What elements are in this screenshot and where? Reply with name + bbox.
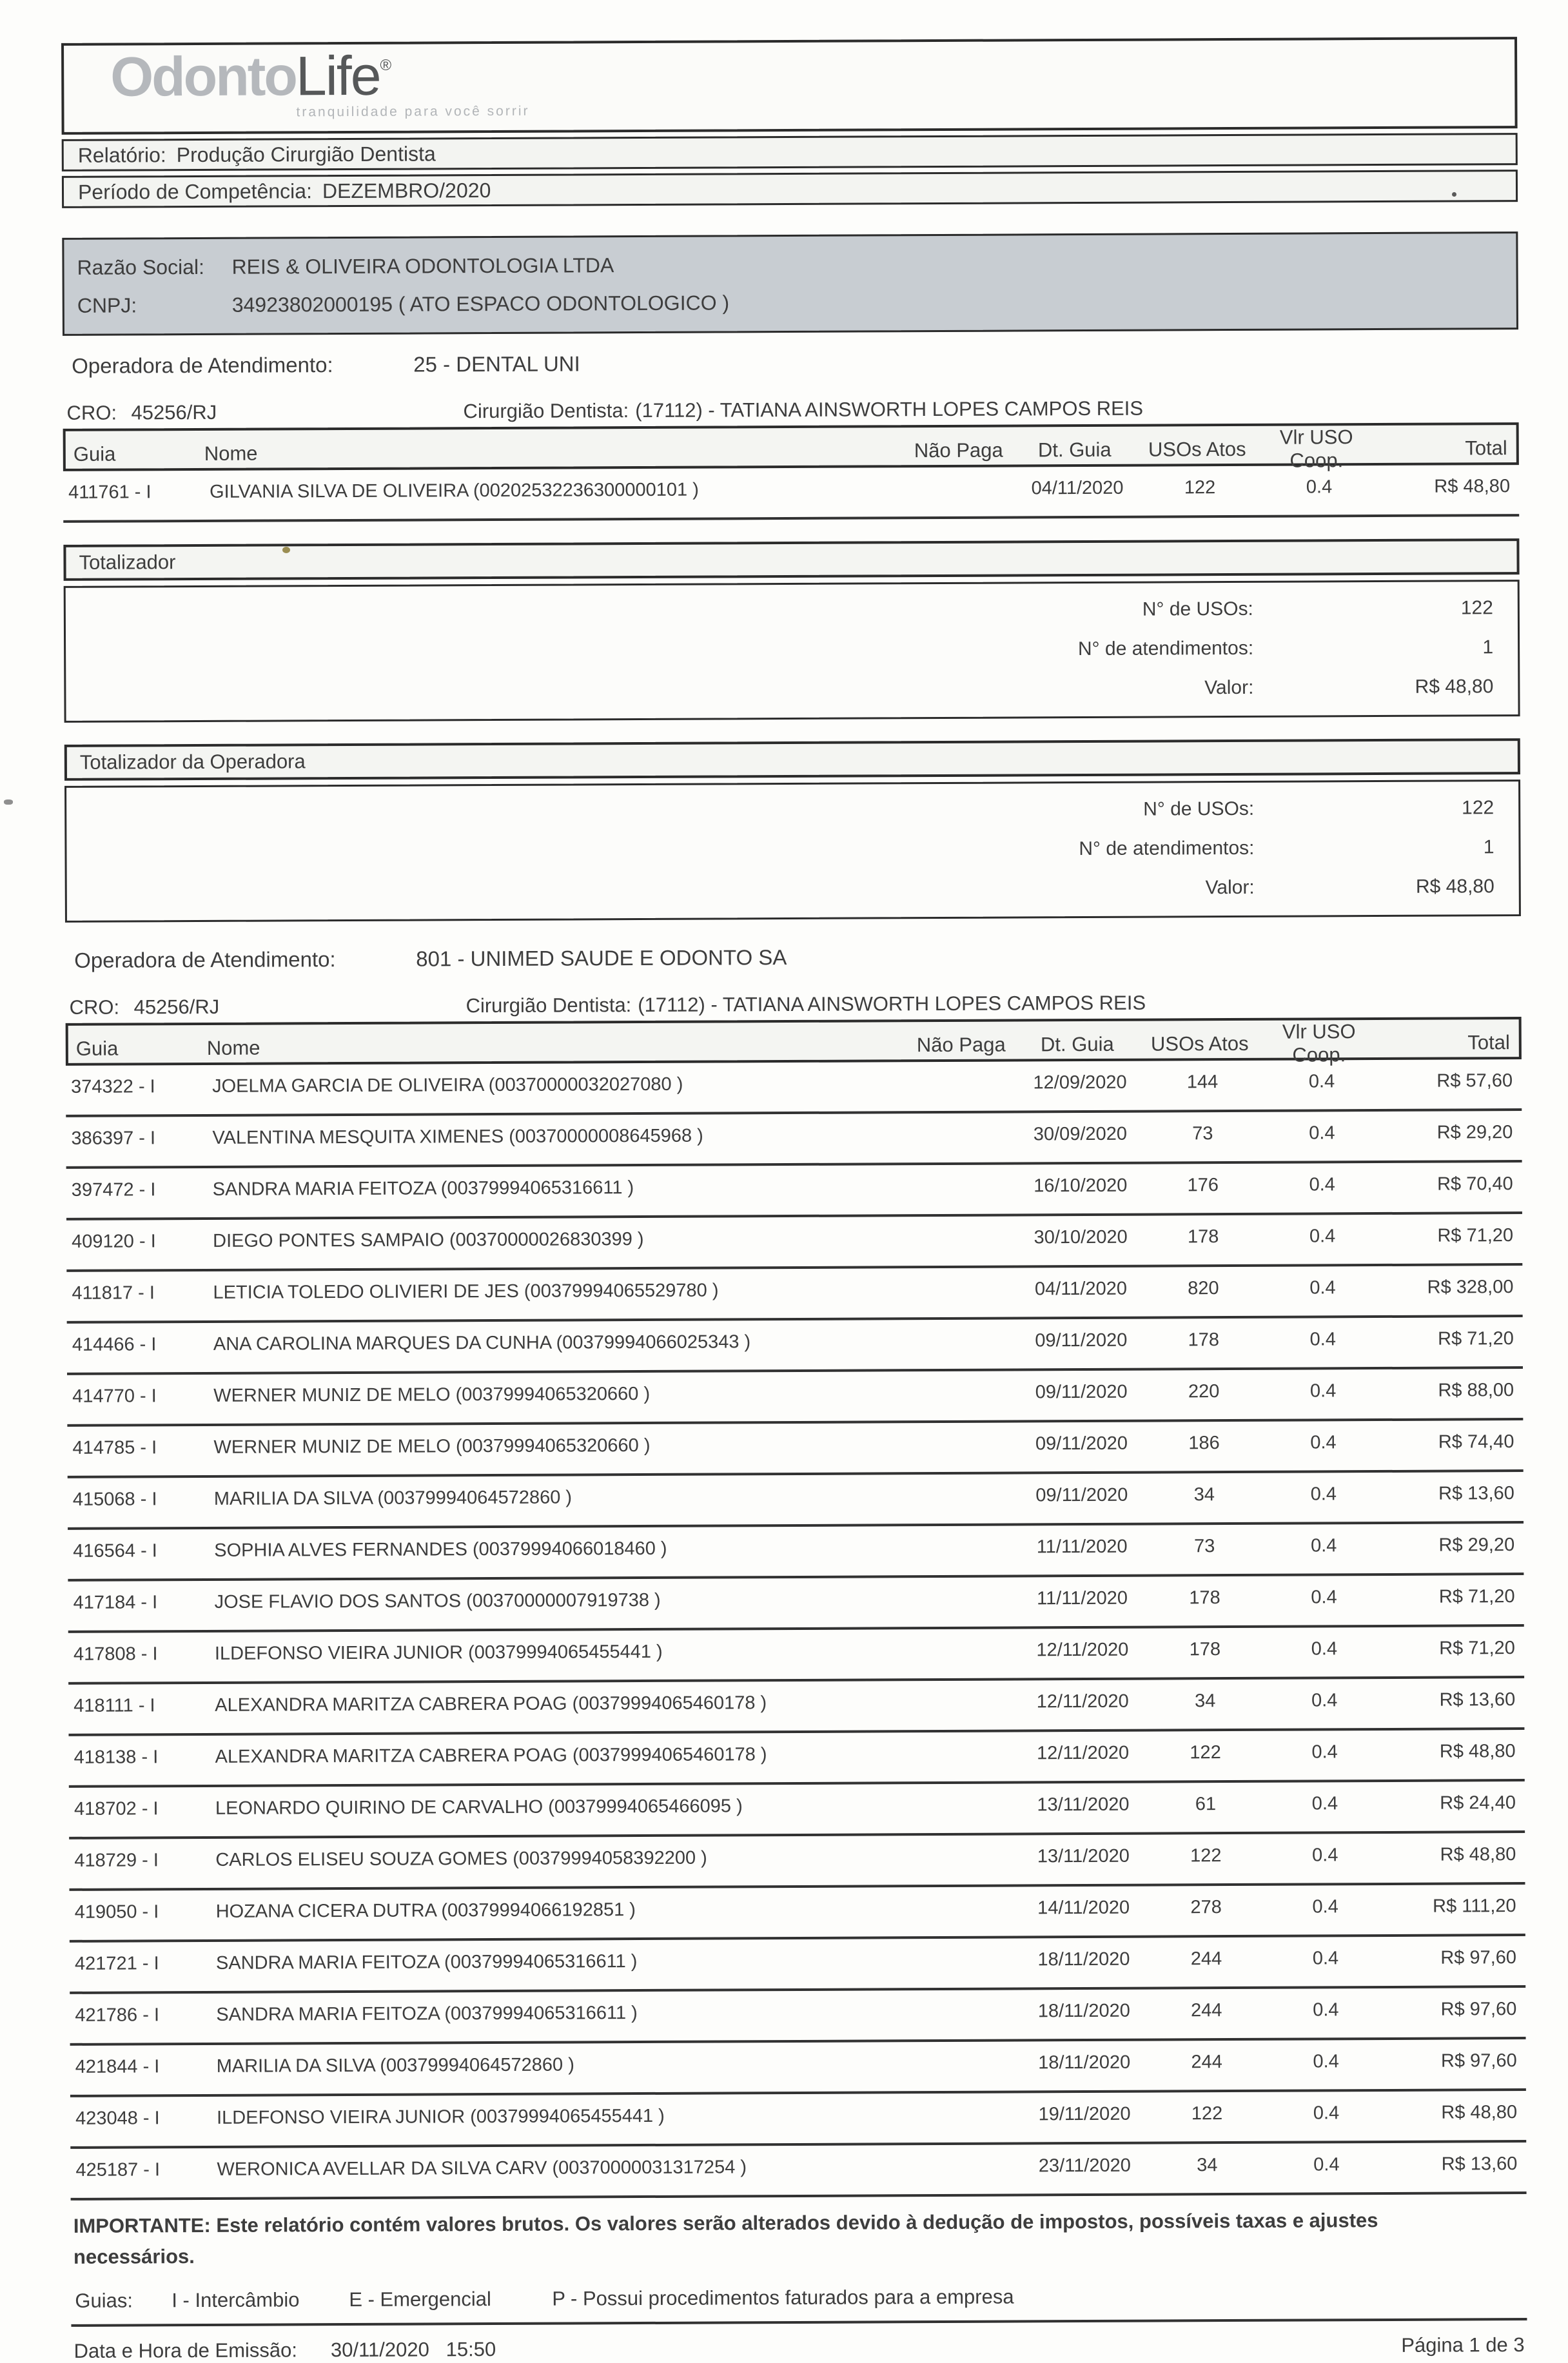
cell-guia: 418729 - I (74, 1850, 159, 1871)
cell-nome: ALEXANDRA MARITZA CABRERA POAG (00379994065460178 ) (215, 1692, 767, 1716)
cell-vlr-uso: 0.4 (1310, 1432, 1337, 1453)
totalizador-op-atendimentos-row (66, 836, 1518, 865)
col-usos-atos: USOs Atos (1150, 1032, 1249, 1055)
registered-mark-icon: ® (380, 56, 392, 74)
totalizador-usos-row (66, 597, 1518, 625)
table-body-2 (66, 1059, 1527, 2201)
scan-speck (282, 547, 290, 553)
table-row (66, 1214, 1522, 1272)
cell-nome: JOSE FLAVIO DOS SANTOS (00370000007919738 ) (214, 1589, 661, 1613)
cell-nao-paga (918, 1640, 1015, 1662)
table-row (68, 1730, 1524, 1788)
cell-dt-guia: 11/11/2020 (1036, 1536, 1128, 1558)
totalizador-operadora-title-text: Totalizador da Operadora (79, 750, 306, 774)
operadora-value: 801 - UNIMED SAUDE E ODONTO SA (416, 945, 787, 971)
totalizador-op-usos-row (66, 797, 1518, 825)
cell-vlr-uso: 0.4 (1312, 1845, 1338, 1866)
scan-speck (4, 799, 13, 805)
col-nao-paga: Não Paga (916, 1033, 1006, 1057)
razao-social-row (77, 250, 1516, 280)
cell-guia: 414466 - I (72, 1334, 157, 1355)
col-guia: Guia (75, 1037, 119, 1060)
table-row (68, 1627, 1524, 1685)
operadora-line-2 (65, 942, 1521, 973)
cell-vlr-uso: 0.4 (1313, 2103, 1340, 2124)
cell-usos-atos: 178 (1187, 1226, 1219, 1248)
cell-vlr-uso: 0.4 (1311, 1638, 1338, 1660)
cell-usos-atos: 220 (1188, 1381, 1220, 1402)
cell-total: R$ 29,20 (1438, 1534, 1515, 1556)
cell-total: R$ 111,20 (1433, 1896, 1516, 1917)
cell-nome: DIEGO PONTES SAMPAIO (00370000026830399 ) (213, 1229, 644, 1251)
cell-nome: MARILIA DA SILVA (00379994064572860 ) (216, 2054, 574, 2077)
cell-usos-atos: 244 (1191, 2000, 1222, 2021)
cell-nao-paga (917, 1382, 1014, 1404)
cell-total: R$ 24,40 (1440, 1792, 1516, 1814)
cell-guia: 414785 - I (72, 1437, 157, 1458)
cell-usos-atos: 176 (1187, 1175, 1219, 1196)
n-usos-label: N° de USOs: (1143, 798, 1255, 820)
cell-nao-paga (916, 1228, 1013, 1250)
totalizador-title (63, 538, 1519, 581)
cell-vlr-uso: 0.4 (1309, 1380, 1337, 1402)
period-label: Período de Competência: (77, 179, 312, 204)
cell-guia: 417184 - I (73, 1592, 158, 1613)
table-row (69, 1781, 1525, 1839)
emission-row (72, 2333, 1527, 2363)
cell-nao-paga (920, 2052, 1017, 2074)
cell-nome: VALENTINA MESQUITA XIMENES (00370000008645968 ) (212, 1125, 703, 1148)
odontolife-logo (110, 44, 530, 120)
table-row (70, 1936, 1525, 1994)
table-row (70, 1885, 1525, 1943)
cro-value: 45256/RJ (131, 400, 217, 424)
cell-vlr-uso: 0.4 (1311, 1690, 1338, 1711)
cell-nao-paga (918, 1691, 1015, 1713)
cell-vlr-uso: 0.4 (1309, 1123, 1335, 1144)
company-info-box (62, 231, 1518, 336)
col-total: Total (1467, 1031, 1510, 1054)
table-row (68, 1472, 1524, 1530)
cell-vlr-uso: 0.4 (1310, 1535, 1337, 1556)
cell-total: R$ 13,60 (1441, 2153, 1518, 2175)
cell-vlr-uso: 0.4 (1310, 1484, 1337, 1505)
totalizador-op-valor-row (67, 876, 1519, 904)
totalizador-operadora-body (64, 779, 1521, 923)
cell-nao-paga (919, 1897, 1016, 1919)
cell-guia: 421786 - I (75, 2005, 160, 2026)
cell-dt-guia: 09/11/2020 (1035, 1381, 1128, 1403)
cell-total: R$ 13,60 (1439, 1689, 1516, 1711)
cell-guia: 421721 - I (74, 1953, 159, 1974)
table-header-1 (63, 422, 1519, 471)
totalizador-atendimentos-row (66, 636, 1518, 665)
valor-label: Valor: (1205, 876, 1255, 899)
cell-usos-atos: 186 (1188, 1433, 1220, 1454)
cell-nome: SANDRA MARIA FEITOZA (00379994065316611 ) (216, 2003, 638, 2025)
col-vlr-uso: Vlr USO Coop. (1282, 1020, 1356, 1066)
period-value: DEZEMBRO/2020 (322, 178, 491, 202)
cell-total: R$ 71,20 (1439, 1638, 1515, 1659)
cell-nome: SOPHIA ALVES FERNANDES (00379994066018460 ) (214, 1538, 667, 1561)
scan-speck (1452, 192, 1456, 197)
cell-total: R$ 70,40 (1436, 1173, 1513, 1195)
cell-total: R$ 13,60 (1438, 1483, 1514, 1504)
cell-vlr-uso: 0.4 (1313, 1999, 1339, 2021)
cell-nao-paga (919, 1743, 1015, 1765)
cell-vlr-uso: 0.4 (1309, 1226, 1336, 1247)
cell-nao-paga (920, 2155, 1017, 2177)
valor-value: R$ 48,80 (1415, 676, 1494, 698)
cell-total: R$ 74,40 (1438, 1431, 1514, 1453)
cell-dt-guia: 18/11/2020 (1037, 2000, 1130, 2022)
cell-guia: 411817 - I (72, 1282, 155, 1304)
dentista-value: (17112) - TATIANA AINSWORTH LOPES CAMPOS REIS (635, 397, 1144, 422)
cell-dt-guia: 12/09/2020 (1033, 1072, 1127, 1093)
cell-nao-paga (913, 478, 1010, 500)
cell-guia: 418702 - I (74, 1798, 159, 1819)
cell-guia: 415068 - I (72, 1489, 157, 1510)
cell-usos-atos: 34 (1193, 1484, 1215, 1505)
cell-usos-atos: 122 (1184, 477, 1216, 498)
cell-nao-paga (916, 1073, 1012, 1095)
cell-dt-guia: 12/11/2020 (1036, 1639, 1129, 1661)
totalizador-valor-row (66, 676, 1518, 704)
cell-usos-atos: 244 (1190, 1948, 1222, 1970)
col-total: Total (1465, 436, 1507, 460)
table-row (70, 2039, 1526, 2097)
operadora-line-1 (63, 348, 1518, 378)
cro-line-1 (63, 395, 1518, 425)
n-atendimentos-value: 1 (1482, 636, 1494, 658)
cell-dt-guia: 12/11/2020 (1037, 1742, 1130, 1764)
cell-dt-guia: 14/11/2020 (1037, 1897, 1130, 1919)
n-atendimentos-label: N° de atendimentos: (1079, 837, 1255, 860)
cell-nome: HOZANA CICERA DUTRA (00379994066192851 ) (215, 1899, 636, 1922)
cell-nao-paga (920, 2104, 1017, 2126)
cell-guia: 425187 - I (75, 2159, 161, 2181)
cell-total: R$ 328,00 (1427, 1277, 1514, 1298)
cell-nome: LEONARDO QUIRINO DE CARVALHO (00379994065466095 ) (215, 1796, 743, 1819)
operadora-value: 25 - DENTAL UNI (413, 351, 580, 377)
cell-total: R$ 97,60 (1440, 1999, 1517, 2020)
cell-total: R$ 48,80 (1441, 2102, 1518, 2123)
cell-usos-atos: 178 (1189, 1639, 1221, 1660)
logo-life-text: Life (295, 44, 380, 108)
cnpj-value: 34923802000195 ( ATO ESPACO ODONTOLOGICO ) (231, 291, 730, 317)
n-usos-value: 122 (1460, 597, 1493, 619)
cell-total: R$ 97,60 (1440, 1947, 1517, 1968)
cell-nao-paga (919, 2001, 1016, 2023)
cell-guia: 397472 - I (71, 1179, 156, 1201)
cell-dt-guia: 18/11/2020 (1038, 2052, 1131, 2074)
valor-value: R$ 48,80 (1415, 876, 1494, 897)
logo-wordmark (110, 44, 529, 108)
cell-usos-atos: 278 (1190, 1897, 1222, 1918)
cell-dt-guia: 19/11/2020 (1038, 2103, 1131, 2125)
cell-dt-guia: 09/11/2020 (1035, 1484, 1128, 1506)
cro-label: CRO: (66, 401, 117, 424)
cell-nao-paga (917, 1434, 1014, 1456)
cro-line-2 (65, 990, 1521, 1019)
cell-nao-paga (916, 1176, 1013, 1198)
cell-nome: WERONICA AVELLAR DA SILVA CARV (00370000031317254 ) (217, 2157, 747, 2180)
totalizador-body (64, 580, 1520, 723)
col-guia: Guia (73, 442, 116, 466)
cell-nome: ILDEFONSO VIEIRA JUNIOR (00379994065455441 ) (214, 1641, 663, 1664)
cell-total: R$ 88,00 (1438, 1380, 1514, 1401)
cell-nao-paga (917, 1536, 1014, 1558)
cell-dt-guia: 11/11/2020 (1037, 1587, 1128, 1609)
logo-box (61, 37, 1518, 135)
cell-guia: 416564 - I (73, 1540, 157, 1562)
n-atendimentos-value: 1 (1483, 836, 1494, 858)
cell-vlr-uso: 0.4 (1313, 2154, 1340, 2175)
table-row (68, 1575, 1524, 1633)
cell-guia: 419050 - I (74, 1901, 159, 1923)
table-row (70, 2091, 1526, 2149)
cell-nome: SANDRA MARIA FEITOZA (00379994065316611 ) (212, 1177, 634, 1200)
table-row (68, 1678, 1524, 1736)
cell-vlr-uso: 0.4 (1306, 476, 1333, 498)
cell-guia: 418111 - I (74, 1695, 155, 1716)
table-row (70, 2142, 1526, 2201)
cell-nome: LETICIA TOLEDO OLIVIERI DE JES (00379994065529780 ) (213, 1280, 719, 1303)
guias-legend (71, 2283, 1527, 2327)
report-value: Produção Cirurgião Dentista (176, 141, 436, 166)
legend-possui: P - Possui procedimentos faturados para a empresa (552, 2285, 1014, 2310)
table-row (66, 1266, 1522, 1324)
cell-usos-atos: 73 (1192, 1123, 1213, 1144)
cell-usos-atos: 122 (1191, 2103, 1223, 2124)
cell-dt-guia: 09/11/2020 (1035, 1329, 1128, 1351)
cell-nao-paga (919, 1794, 1015, 1816)
col-nome: Nome (204, 442, 258, 465)
cell-vlr-uso: 0.4 (1311, 1741, 1338, 1763)
col-nome: Nome (206, 1036, 260, 1059)
cell-dt-guia: 13/11/2020 (1037, 1794, 1130, 1816)
page-number: Página 1 de 3 (1401, 2333, 1525, 2357)
cell-usos-atos: 73 (1193, 1536, 1215, 1557)
cell-vlr-uso: 0.4 (1309, 1329, 1337, 1350)
cell-dt-guia: 23/11/2020 (1038, 2155, 1131, 2177)
table-row (66, 1111, 1522, 1169)
cell-usos-atos: 34 (1197, 2155, 1218, 2176)
report-label: Relatório: (77, 142, 166, 167)
cell-nome: MARILIA DA SILVA (00379994064572860 ) (213, 1487, 573, 1509)
operadora-label: Operadora de Atendimento: (74, 947, 336, 972)
cell-dt-guia: 13/11/2020 (1037, 1845, 1130, 1867)
report-title-bar (62, 133, 1518, 172)
cnpj-label: CNPJ: (77, 293, 137, 317)
n-usos-label: N° de USOs: (1142, 598, 1253, 620)
cell-nome: GILVANIA SILVA DE OLIVEIRA (00202532236300000101 ) (209, 479, 699, 502)
table-row (63, 465, 1519, 523)
razao-social-value: REIS & OLIVEIRA ODONTOLOGIA LTDA (231, 253, 614, 279)
importante-note: IMPORTANTE: Este relatório contém valores brutos. Os valores serão alterados devido à dedução de impostos, possíveis taxas e ajustes necessários. (73, 2209, 1378, 2268)
valor-label: Valor: (1204, 676, 1254, 699)
col-dt-guia: Dt. Guia (1037, 438, 1112, 462)
cell-total: R$ 57,60 (1436, 1070, 1513, 1092)
cell-usos-atos: 122 (1190, 1845, 1222, 1867)
cell-usos-atos: 178 (1189, 1587, 1220, 1609)
legend-intercambio: I - Intercâmbio (172, 2288, 300, 2312)
cell-vlr-uso: 0.4 (1311, 1793, 1338, 1814)
col-nao-paga: Não Paga (914, 438, 1003, 462)
cell-nao-paga (919, 1846, 1015, 1868)
cell-guia: 418138 - I (74, 1747, 159, 1768)
table-row (69, 1833, 1525, 1891)
cell-guia: 386397 - I (71, 1128, 156, 1149)
cell-dt-guia: 12/11/2020 (1036, 1691, 1129, 1712)
cell-vlr-uso: 0.4 (1309, 1174, 1335, 1195)
col-usos-atos: USOs Atos (1148, 437, 1246, 461)
cell-dt-guia: 18/11/2020 (1037, 1948, 1130, 1970)
scanned-report-page (61, 37, 1527, 2363)
dentista-label: Cirurgião Dentista: (463, 399, 629, 423)
totalizador-operadora-title (64, 738, 1520, 781)
cell-usos-atos: 61 (1195, 1794, 1217, 1815)
cell-nome: ILDEFONSO VIEIRA JUNIOR (00379994065455441 ) (216, 2105, 665, 2128)
cell-nao-paga (919, 1949, 1016, 1971)
cell-guia: 411761 - I (68, 482, 152, 503)
cell-nao-paga (916, 1124, 1012, 1146)
period-bar (62, 170, 1518, 208)
cell-vlr-uso: 0.4 (1309, 1277, 1336, 1299)
cell-vlr-uso: 0.4 (1311, 1587, 1337, 1608)
table-row (67, 1317, 1523, 1375)
cell-dt-guia: 09/11/2020 (1035, 1433, 1128, 1455)
cell-guia: 374322 - I (71, 1076, 155, 1097)
cell-nao-paga (916, 1279, 1013, 1301)
cell-nome: SANDRA MARIA FEITOZA (00379994065316611 ) (215, 1951, 638, 1974)
cell-nome: WERNER MUNIZ DE MELO (00379994065320660 ) (213, 1383, 651, 1406)
cell-nao-paga (917, 1485, 1014, 1507)
cell-usos-atos: 144 (1186, 1072, 1219, 1093)
cell-usos-atos: 34 (1195, 1691, 1216, 1712)
cell-vlr-uso: 0.4 (1313, 2051, 1339, 2072)
n-atendimentos-label: N° de atendimentos: (1077, 637, 1254, 660)
emissao-label: Data e Hora de Emissão: (74, 2338, 298, 2362)
logo-tagline: tranquilidade para você sorrir (296, 103, 530, 120)
cell-guia: 421844 - I (75, 2056, 160, 2077)
guias-label: Guias: (75, 2289, 133, 2312)
col-vlr-uso: Vlr USO Coop. (1279, 426, 1353, 472)
dentista-label: Cirurgião Dentista: (466, 994, 632, 1017)
razao-social-label: Razão Social: (77, 255, 205, 279)
cell-vlr-uso: 0.4 (1312, 1948, 1339, 1969)
cell-guia: 417808 - I (73, 1643, 158, 1665)
cell-nome: CARLOS ELISEU SOUZA GOMES (00379994058392200 ) (215, 1847, 707, 1870)
cell-nome: JOELMA GARCIA DE OLIVEIRA (00370000032027080 ) (212, 1074, 683, 1097)
cell-dt-guia: 04/11/2020 (1031, 477, 1124, 499)
cell-nome: WERNER MUNIZ DE MELO (00379994065320660 ) (213, 1435, 651, 1458)
cro-value: 45256/RJ (133, 995, 220, 1019)
cell-vlr-uso: 0.4 (1308, 1071, 1335, 1092)
table-row (68, 1524, 1524, 1582)
table-row (66, 1162, 1522, 1221)
cro-label: CRO: (69, 995, 120, 1019)
table-body-1 (63, 465, 1519, 523)
table-row (66, 1059, 1522, 1117)
logo-odonto-text: Odonto (110, 45, 297, 108)
cell-total: R$ 97,60 (1440, 2050, 1517, 2072)
legend-emergencial: E - Emergencial (349, 2288, 491, 2311)
cell-dt-guia: 16/10/2020 (1034, 1175, 1128, 1197)
cell-total: R$ 29,20 (1436, 1122, 1513, 1143)
cell-nome: ALEXANDRA MARITZA CABRERA POAG (00379994065460178 ) (215, 1744, 767, 1767)
cell-total: R$ 71,20 (1437, 1225, 1514, 1246)
table-row (70, 1988, 1525, 2046)
cell-dt-guia: 04/11/2020 (1034, 1278, 1128, 1300)
emissao-value: 30/11/2020 15:50 (330, 2338, 496, 2362)
cell-usos-atos: 820 (1188, 1278, 1219, 1299)
cell-guia: 409120 - I (72, 1231, 156, 1252)
dentista-value: (17112) - TATIANA AINSWORTH LOPES CAMPOS REIS (638, 991, 1146, 1017)
cell-dt-guia: 30/09/2020 (1033, 1123, 1128, 1145)
cell-nao-paga (917, 1331, 1014, 1353)
n-usos-value: 122 (1462, 797, 1494, 819)
cell-total: R$ 48,80 (1439, 1741, 1516, 1762)
col-dt-guia: Dt. Guia (1040, 1032, 1114, 1056)
cell-nao-paga (917, 1588, 1014, 1610)
cell-nome: ANA CAROLINA MARQUES DA CUNHA (00379994066025343 ) (213, 1331, 751, 1355)
table-row (67, 1420, 1523, 1478)
cell-guia: 423048 - I (75, 2108, 160, 2129)
table-row (67, 1369, 1523, 1427)
cell-total: R$ 71,20 (1438, 1328, 1514, 1349)
cell-usos-atos: 178 (1188, 1329, 1220, 1351)
cell-dt-guia: 30/10/2020 (1034, 1226, 1128, 1248)
cell-vlr-uso: 0.4 (1312, 1896, 1338, 1917)
cell-usos-atos: 244 (1191, 2052, 1222, 2073)
operadora-label: Operadora de Atendimento: (72, 353, 333, 378)
table-header-2 (66, 1017, 1522, 1066)
totalizador-title-text: Totalizador (79, 551, 176, 574)
cell-total: R$ 48,80 (1440, 1844, 1516, 1865)
cell-guia: 414770 - I (72, 1386, 157, 1407)
cell-total: R$ 48,80 (1434, 476, 1511, 497)
cnpj-row (77, 288, 1516, 318)
cell-usos-atos: 122 (1190, 1742, 1221, 1763)
cell-total: R$ 71,20 (1438, 1586, 1515, 1607)
